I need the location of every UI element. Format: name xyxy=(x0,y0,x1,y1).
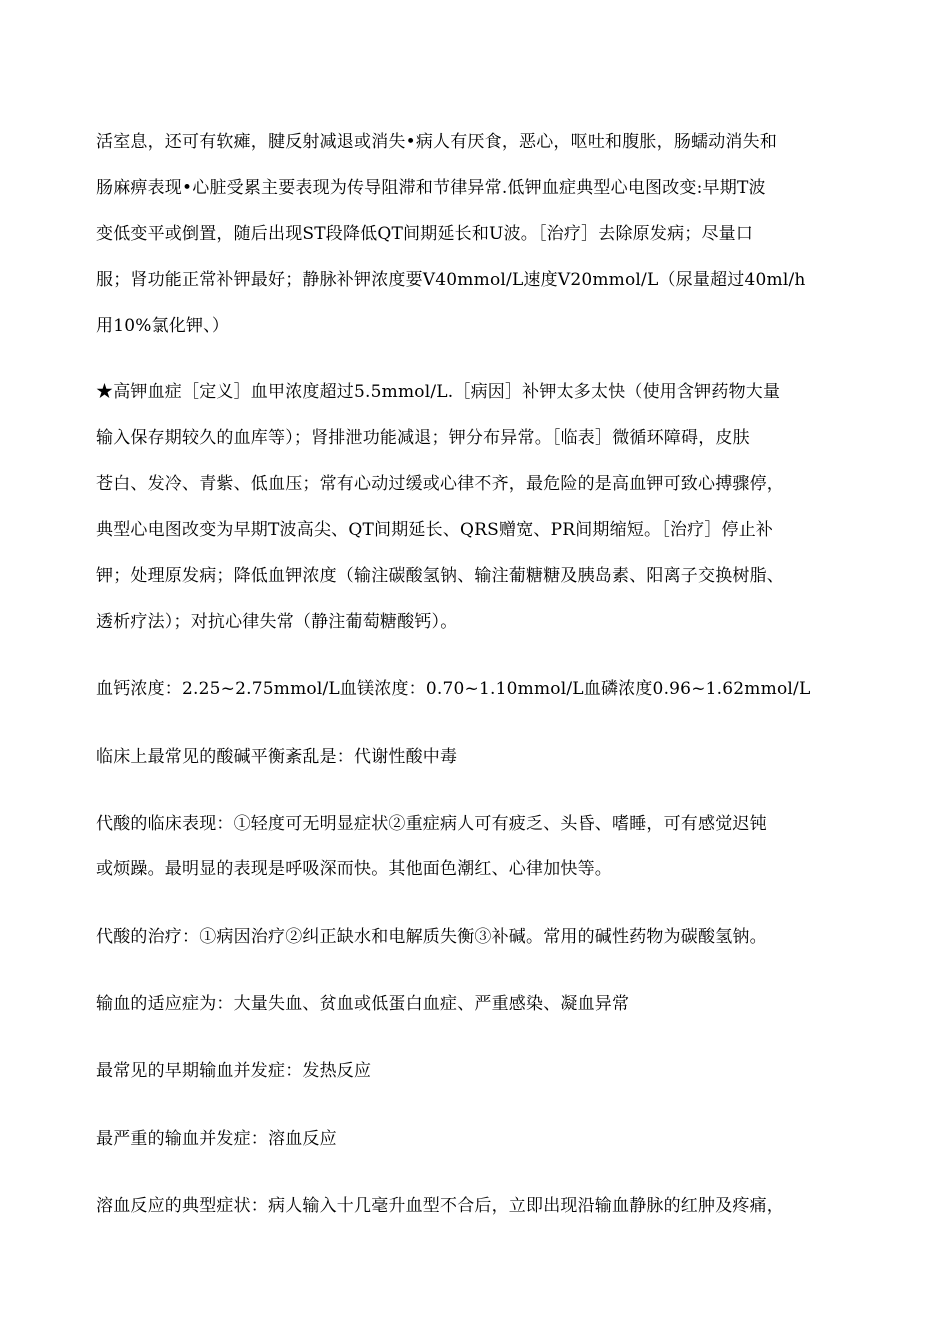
text-line: 服；肾功能正常补钾最好；静脉补钾浓度要V40mmol/L速度V20mmol/L（尿量超过40ml/h xyxy=(96,270,806,290)
text-line: 临床上最常见的酸碱平衡紊乱是：代谢性酸中毒 xyxy=(96,747,458,767)
text-line: ★高钾血症［定义］血甲浓度超过5.5mmol/L.［病因］补钾太多太快（使用含钾药物大量 xyxy=(96,382,781,402)
text-line: 活室息，还可有软瘫，腱反射减退或消失•病人有厌食，恶心，呕吐和腹胀，肠蠕动消失和 xyxy=(96,132,778,152)
text-line: 苍白、发冷、青紫、低血压；常有心动过缓或心律不齐，最危险的是高血钾可致心搏骤停， xyxy=(96,474,784,494)
text-line: 透析疗法）；对抗心律失常（静注葡萄糖酸钙）。 xyxy=(96,612,458,632)
text-line: 钾；处理原发病；降低血钾浓度（输注碳酸氢钠、输注葡糖糖及胰岛素、阳离子交换树脂、 xyxy=(96,566,784,586)
text-line: 最常见的早期输血并发症：发热反应 xyxy=(96,1061,372,1081)
text-line: 肠麻痹表现•心脏受累主要表现为传导阻滞和节律异常.低钾血症典型心电图改变:早期T波 xyxy=(96,178,766,198)
text-line: 输入保存期较久的血库等）；肾排泄功能减退；钾分布异常。［临表］微循环障碍，皮肤 xyxy=(96,428,750,448)
text-line: 典型心电图改变为早期T波高尖、QT间期延长、QRS赠宽、PR间期缩短。［治疗］停止补 xyxy=(96,520,774,540)
text-line: 代酸的临床表现：①轻度可无明显症状②重症病人可有疲乏、头昏、嗜睡，可有感觉迟钝 xyxy=(96,814,767,834)
text-line: 血钙浓度：2.25~2.75mmol/L血镁浓度：0.70~1.10mmol/L血磷浓度0.96~1.62mmol/L xyxy=(96,679,811,699)
text-line: 溶血反应的典型症状：病人输入十几毫升血型不合后，立即出现沿输血静脉的红肿及疼痛， xyxy=(96,1196,784,1216)
text-line: 变低变平或倒置，随后出现ST段降低QT间期延长和U波。［治疗］去除原发病；尽量口 xyxy=(96,224,754,244)
text-line: 最严重的输血并发症：溶血反应 xyxy=(96,1129,337,1149)
text-line: 代酸的治疗：①病因治疗②纠正缺水和电解质失衡③补碱。常用的碱性药物为碳酸氢钠。 xyxy=(96,927,767,947)
text-line: 或烦躁。最明显的表现是呼吸深而快。其他面色潮红、心律加快等。 xyxy=(96,859,612,879)
text-line: 输血的适应症为：大量失血、贫血或低蛋白血症、严重感染、凝血异常 xyxy=(96,994,630,1014)
text-line: 用10%氯化钾、） xyxy=(96,316,230,336)
